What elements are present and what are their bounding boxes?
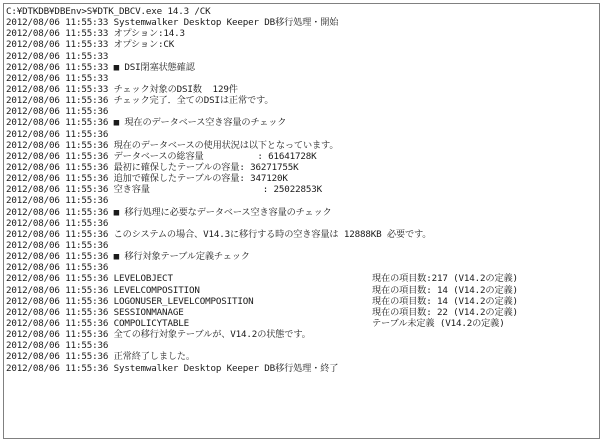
log-line-text: 2012/08/06 11:55:36 このシステムの場合、V14.3に移行する時の空き容量は 12888KB 必要です。 [6, 228, 432, 240]
log-line [6, 195, 597, 206]
log-line-text: 2012/08/06 11:55:36 [6, 262, 109, 274]
log-line [6, 351, 597, 362]
log-line [6, 106, 597, 117]
log-line-text: 2012/08/06 11:55:36 [6, 340, 109, 352]
log-line-text: 2012/08/06 11:55:36 全ての移行対象テーブルが、V14.2の状態です。 [6, 329, 311, 341]
log-line [6, 184, 597, 195]
log-line-status: 現在の項目数:217 (V14.2の定義) [372, 273, 518, 285]
log-line-text: 2012/08/06 11:55:36 Systemwalker Desktop Keeper DB移行処理・終了 [6, 362, 339, 374]
log-line [6, 296, 597, 307]
log-line [6, 162, 597, 173]
log-line-text: 2012/08/06 11:55:36 SESSIONMANAGE [6, 306, 184, 318]
log-line [6, 151, 597, 162]
log-line [6, 285, 597, 296]
log-line [6, 240, 597, 251]
log-line [6, 340, 597, 351]
log-line-text: 2012/08/06 11:55:36 データベースの総容量 : 61641728K [6, 150, 317, 162]
log-line-text: 2012/08/06 11:55:36 LEVELOBJECT [6, 273, 173, 285]
log-line [6, 51, 597, 62]
log-line [6, 262, 597, 273]
log-line-text: 2012/08/06 11:55:33 Systemwalker Desktop Keeper DB移行処理・開始 [6, 17, 339, 29]
log-line [6, 62, 597, 73]
log-line [6, 129, 597, 140]
log-line-text: 2012/08/06 11:55:36 [6, 217, 109, 229]
log-line [6, 363, 597, 374]
log-line [6, 17, 597, 28]
log-line-text: 2012/08/06 11:55:33 チェック対象のDSI数 129件 [6, 83, 238, 95]
log-line [6, 28, 597, 39]
log-line [6, 307, 597, 318]
log-line-text: 2012/08/06 11:55:33 オプション:14.3 [6, 28, 185, 40]
log-line-text: 2012/08/06 11:55:36 [6, 106, 109, 118]
log-line-text: 2012/08/06 11:55:36 正常終了しました。 [6, 351, 195, 363]
log-line [6, 73, 597, 84]
log-line-text: 2012/08/06 11:55:33 ■ DSI閉塞状態確認 [6, 61, 195, 73]
log-output [6, 6, 597, 374]
log-line [6, 140, 597, 151]
log-line-text: 2012/08/06 11:55:33 [6, 50, 109, 62]
log-line-status: 現在の項目数: 14 (V14.2の定義) [372, 295, 518, 307]
log-line-text: 2012/08/06 11:55:36 ■ 移行対象テーブル定義チェック [6, 251, 250, 263]
log-line [6, 207, 597, 218]
log-line [6, 95, 597, 106]
log-line [6, 84, 597, 95]
log-line-text: 2012/08/06 11:55:36 COMPOLICYTABLE [6, 317, 189, 329]
log-line-text: 2012/08/06 11:55:36 チェック完了．全てのDSIは正常です。 [6, 95, 274, 107]
log-line-text: 2012/08/06 11:55:36 [6, 195, 109, 207]
log-line [6, 329, 597, 340]
log-line-text: 2012/08/06 11:55:33 [6, 72, 109, 84]
log-line-status: 現在の項目数: 14 (V14.2の定義) [372, 284, 518, 296]
log-line-text: 2012/08/06 11:55:36 現在のデータベースの使用状況は以下となっています。 [6, 139, 339, 151]
log-line-text: 2012/08/06 11:55:36 [6, 128, 109, 140]
log-line-status: テーブル未定義 (V14.2の定義) [372, 317, 505, 329]
log-line-text: 2012/08/06 11:55:36 LEVELCOMPOSITION [6, 284, 200, 296]
log-line-text: 2012/08/06 11:55:36 空き容量 : 25022853K [6, 184, 322, 196]
log-line [6, 173, 597, 184]
log-line [6, 6, 597, 17]
log-line-text: 2012/08/06 11:55:36 追加で確保したテーブルの容量: 347120K [6, 173, 288, 185]
console-output-window [3, 3, 600, 439]
log-line [6, 273, 597, 284]
log-line [6, 117, 597, 128]
log-line-status: 現在の項目数: 22 (V14.2の定義) [372, 306, 518, 318]
log-line [6, 39, 597, 50]
log-line [6, 218, 597, 229]
log-line-text: 2012/08/06 11:55:36 最初に確保したテーブルの容量: 36271755K [6, 161, 299, 173]
log-line [6, 318, 597, 329]
log-line-text: 2012/08/06 11:55:33 オプション:CK [6, 39, 175, 51]
log-line [6, 229, 597, 240]
log-line-text: 2012/08/06 11:55:36 [6, 239, 109, 251]
log-line-text: 2012/08/06 11:55:36 ■ 現在のデータベース空き容量のチェック [6, 117, 287, 129]
log-line-text: 2012/08/06 11:55:36 LOGONUSER_LEVELCOMPOSITION [6, 295, 254, 307]
log-line-text: C:¥DTKDB¥DBEnv>S¥DTK_DBCV.exe 14.3 /CK [6, 6, 211, 17]
log-line-text: 2012/08/06 11:55:36 ■ 移行処理に必要なデータベース空き容量のチェック [6, 206, 332, 218]
log-line [6, 251, 597, 262]
